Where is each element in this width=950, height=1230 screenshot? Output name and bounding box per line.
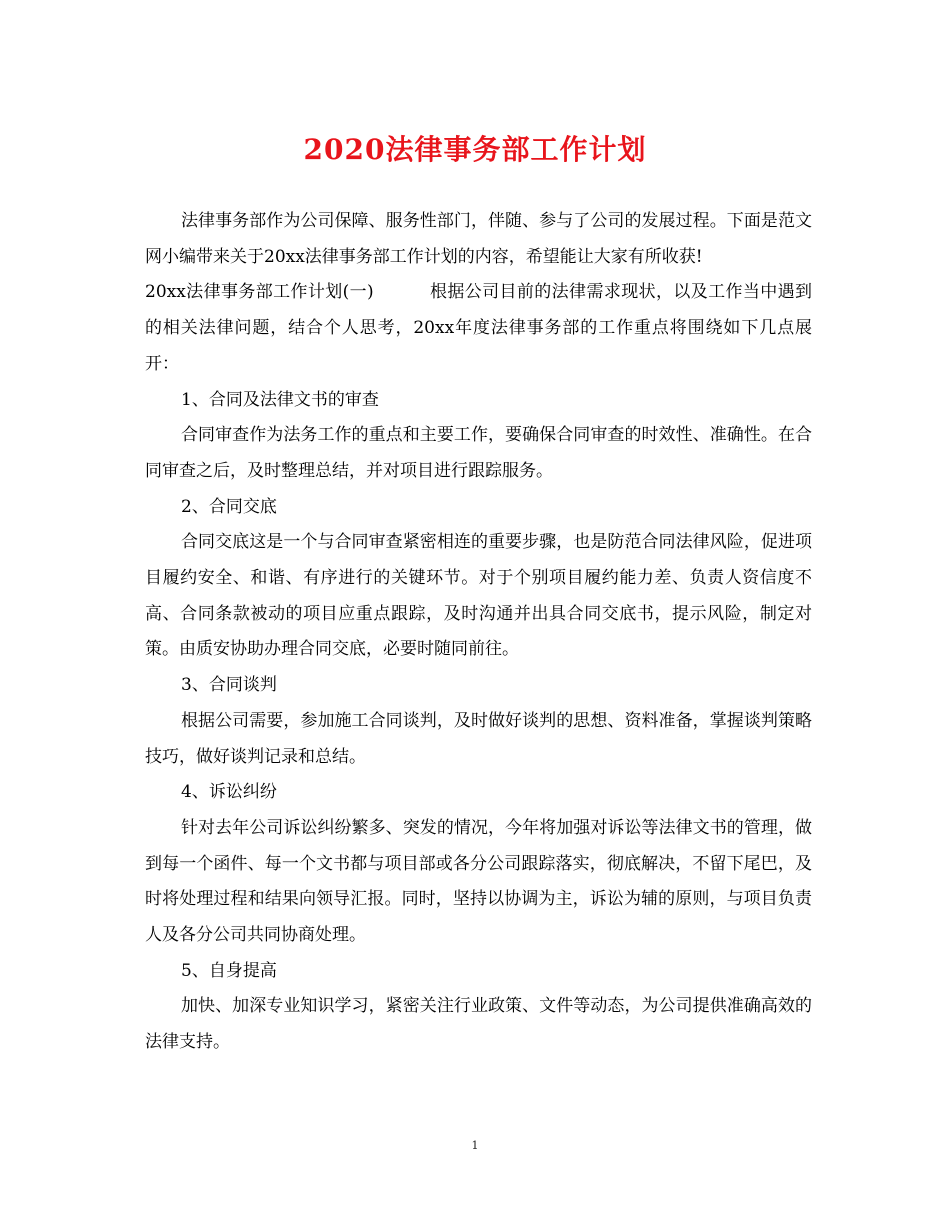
section-heading-3: 3、合同谈判 <box>181 675 277 696</box>
section-body-5: 加快、加深专业知识学习，紧密关注行业政策、文件等动态，为公司提供准确高效的法律支持。 <box>145 996 812 1053</box>
document-title: 2020法律事务部工作计划 <box>303 133 647 166</box>
plan-heading: 20xx法律事务部工作计划(一) <box>145 282 374 303</box>
section-body-1: 合同审查作为法务工作的重点和主要工作，要确保合同审查的时效性、准确性。在合同审查之后，及时整理总结，并对项目进行跟踪服务。 <box>145 425 812 481</box>
page-number: 1 <box>471 1139 479 1152</box>
section-heading-1: 1、合同及法律文书的审查 <box>181 389 379 410</box>
section-heading-5: 5、自身提高 <box>181 960 277 981</box>
section-heading-4: 4、诉讼纠纷 <box>181 782 277 803</box>
intro-paragraph: 法律事务部作为公司保障、服务性部门，伴随、参与了公司的发展过程。下面是范文网小编带来关于20xx法律事务部工作计划的内容，希望能让大家有所收获! <box>145 211 812 267</box>
section-body-3: 根据公司需要，参加施工合同谈判，及时做好谈判的思想、资料准备，掌握谈判策略技巧，做好谈判记录和总结。 <box>145 710 812 767</box>
section-body-4: 针对去年公司诉讼纠纷繁多、突发的情况，今年将加强对诉讼等法律文书的管理，做到每一个函件、每一个文书都与项目部或各分公司跟踪落实，彻底解决，不留下尾巴，及时将处理过程和结果向领导汇报。同时，坚持以协调为主，诉讼为辅的原则，与项目负责人及各分公司共同协商处理。 <box>145 817 812 946</box>
plan-intro-text: 根据公司目前的法律需求现状，以及工作当中遇到的相关法律问题，结合个人思考，20xx年度法律事务部的工作重点将围绕如下几点展开： <box>145 282 813 374</box>
section-body-2: 合同交底这是一个与合同审查紧密相连的重要步骤，也是防范合同法律风险，促进项目履约安全、和谐、有序进行的关键环节。对于个别项目履约能力差、负责人资信度不高、合同条款被动的项目应重点跟踪，及时沟通并出具合同交底书，提示风险，制定对策。由质安协助办理合同交底，必要时随同前往。 <box>145 532 812 660</box>
section-heading-2: 2、合同交底 <box>181 496 277 517</box>
plan-paragraph <box>145 275 812 382</box>
document-body <box>145 204 812 1061</box>
